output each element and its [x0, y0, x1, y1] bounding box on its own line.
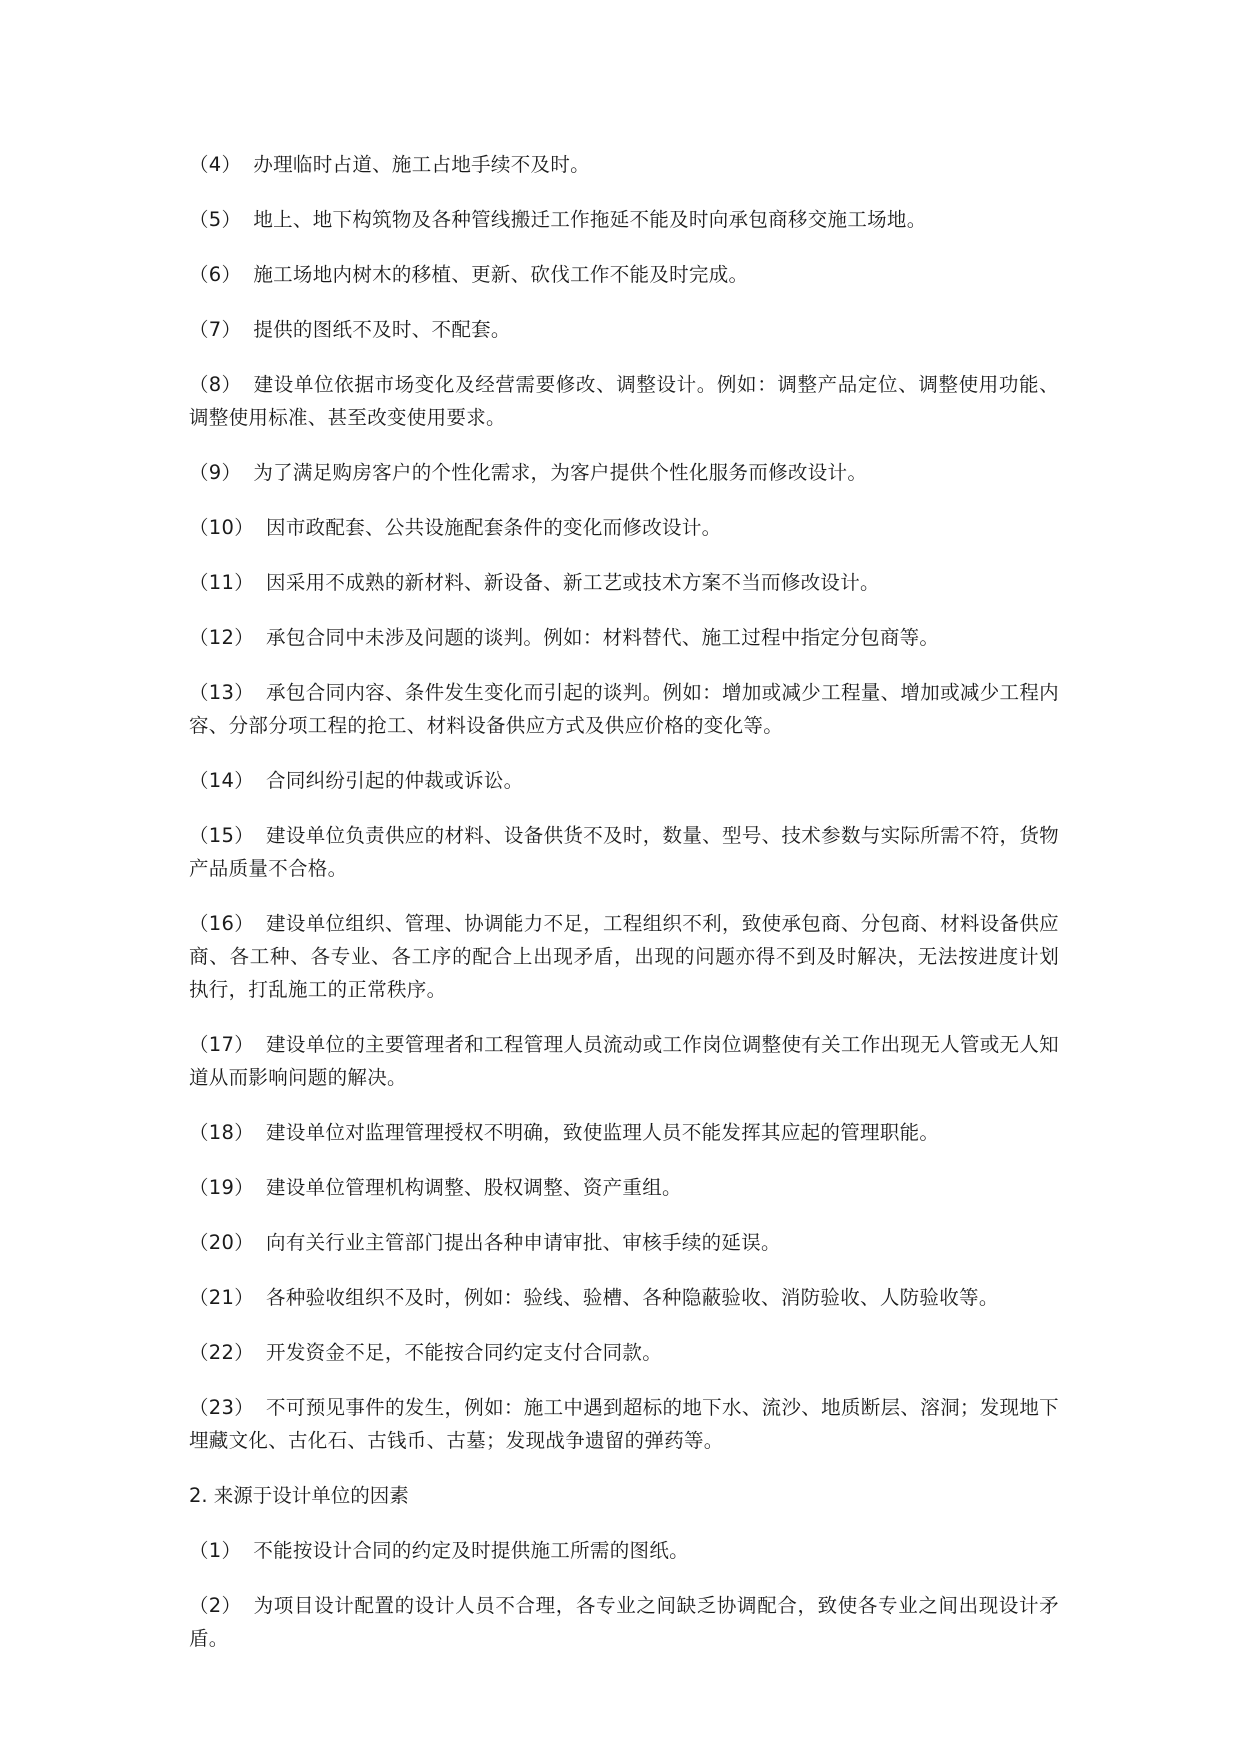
item-text: 为项目设计配置的设计人员不合理，各专业之间缺乏协调配合，致使各专业之间出现设计矛盾。	[189, 1594, 1059, 1650]
item-text: 承包合同中未涉及问题的谈判。例如：材料替代、施工过程中指定分包商等。	[266, 626, 940, 649]
list-item	[189, 1116, 1059, 1149]
item-number: （18）	[189, 1121, 255, 1144]
item-number: （13）	[189, 681, 255, 704]
item-number: （20）	[189, 1231, 255, 1254]
list-item	[189, 1028, 1059, 1094]
item-number: （12）	[189, 626, 255, 649]
list-item	[189, 1589, 1059, 1655]
item-number: （11）	[189, 571, 255, 594]
item-number: （2）	[189, 1594, 242, 1617]
item-text: 建设单位负责供应的材料、设备供货不及时，数量、型号、技术参数与实际所需不符，货物产品质量不合格。	[189, 824, 1059, 880]
item-text: 因市政配套、公共设施配套条件的变化而修改设计。	[266, 516, 722, 539]
item-number: （1）	[189, 1539, 242, 1562]
item-text: 施工场地内树木的移植、更新、砍伐工作不能及时完成。	[253, 263, 749, 286]
item-number: （17）	[189, 1033, 255, 1056]
item-text: 建设单位依据市场变化及经营需要修改、调整设计。例如：调整产品定位、调整使用功能、调整使用标准、甚至改变使用要求。	[189, 373, 1059, 429]
list-item	[189, 148, 1059, 181]
delay-factors-list-designer	[189, 1534, 1059, 1655]
item-text: 不能按设计合同的约定及时提供施工所需的图纸。	[253, 1539, 689, 1562]
item-text: 合同纠纷引起的仲裁或诉讼。	[266, 769, 524, 792]
item-number: （21）	[189, 1286, 255, 1309]
item-text: 开发资金不足，不能按合同约定支付合同款。	[266, 1341, 663, 1364]
item-number: （4）	[189, 153, 242, 176]
item-number: （19）	[189, 1176, 255, 1199]
list-item	[189, 566, 1059, 599]
section-heading: 2. 来源于设计单位的因素	[189, 1484, 409, 1507]
item-number: （10）	[189, 516, 255, 539]
item-text: 办理临时占道、施工占地手续不及时。	[253, 153, 590, 176]
list-item	[189, 203, 1059, 236]
list-item	[189, 456, 1059, 489]
document-page	[189, 148, 1059, 1677]
list-item	[189, 1336, 1059, 1369]
item-text: 建设单位组织、管理、协调能力不足，工程组织不利，致使承包商、分包商、材料设备供应商、各工种、各专业、各工序的配合上出现矛盾，出现的问题亦得不到及时解决，无法按进度计划执行，打乱施工的正常秩序。	[189, 912, 1059, 1001]
list-item	[189, 764, 1059, 797]
item-text: 建设单位管理机构调整、股权调整、资产重组。	[266, 1176, 682, 1199]
item-text: 建设单位的主要管理者和工程管理人员流动或工作岗位调整使有关工作出现无人管或无人知道从而影响问题的解决。	[189, 1033, 1059, 1089]
list-item	[189, 819, 1059, 885]
list-item	[189, 1534, 1059, 1567]
item-number: （22）	[189, 1341, 255, 1364]
item-text: 不可预见事件的发生，例如：施工中遇到超标的地下水、流沙、地质断层、溶洞；发现地下埋藏文化、古化石、古钱币、古墓；发现战争遗留的弹药等。	[189, 1396, 1059, 1452]
list-item	[189, 313, 1059, 346]
list-item	[189, 1281, 1059, 1314]
item-number: （14）	[189, 769, 255, 792]
list-item	[189, 907, 1059, 1006]
item-text: 地上、地下构筑物及各种管线搬迁工作拖延不能及时向承包商移交施工场地。	[253, 208, 927, 231]
list-item	[189, 676, 1059, 742]
item-text: 向有关行业主管部门提出各种申请审批、审核手续的延误。	[266, 1231, 781, 1254]
list-item	[189, 1171, 1059, 1204]
item-text: 为了满足购房客户的个性化需求，为客户提供个性化服务而修改设计。	[253, 461, 868, 484]
item-number: （15）	[189, 824, 255, 847]
list-item	[189, 621, 1059, 654]
item-number: （23）	[189, 1396, 255, 1419]
list-item	[189, 368, 1059, 434]
item-number: （8）	[189, 373, 242, 396]
item-number: （5）	[189, 208, 242, 231]
item-text: 建设单位对监理管理授权不明确，致使监理人员不能发挥其应起的管理职能。	[266, 1121, 940, 1144]
item-text: 承包合同内容、条件发生变化而引起的谈判。例如：增加或减少工程量、增加或减少工程内容、分部分项工程的抢工、材料设备供应方式及供应价格的变化等。	[189, 681, 1059, 737]
item-text: 各种验收组织不及时，例如：验线、验槽、各种隐蔽验收、消防验收、人防验收等。	[266, 1286, 999, 1309]
item-number: （9）	[189, 461, 242, 484]
item-text: 因采用不成熟的新材料、新设备、新工艺或技术方案不当而修改设计。	[266, 571, 880, 594]
list-item	[189, 1391, 1059, 1457]
item-text: 提供的图纸不及时、不配套。	[253, 318, 511, 341]
item-number: （16）	[189, 912, 255, 935]
list-item	[189, 1226, 1059, 1259]
item-number: （6）	[189, 263, 242, 286]
list-item	[189, 258, 1059, 291]
item-number: （7）	[189, 318, 242, 341]
list-item	[189, 511, 1059, 544]
delay-factors-list-owner	[189, 148, 1059, 1457]
